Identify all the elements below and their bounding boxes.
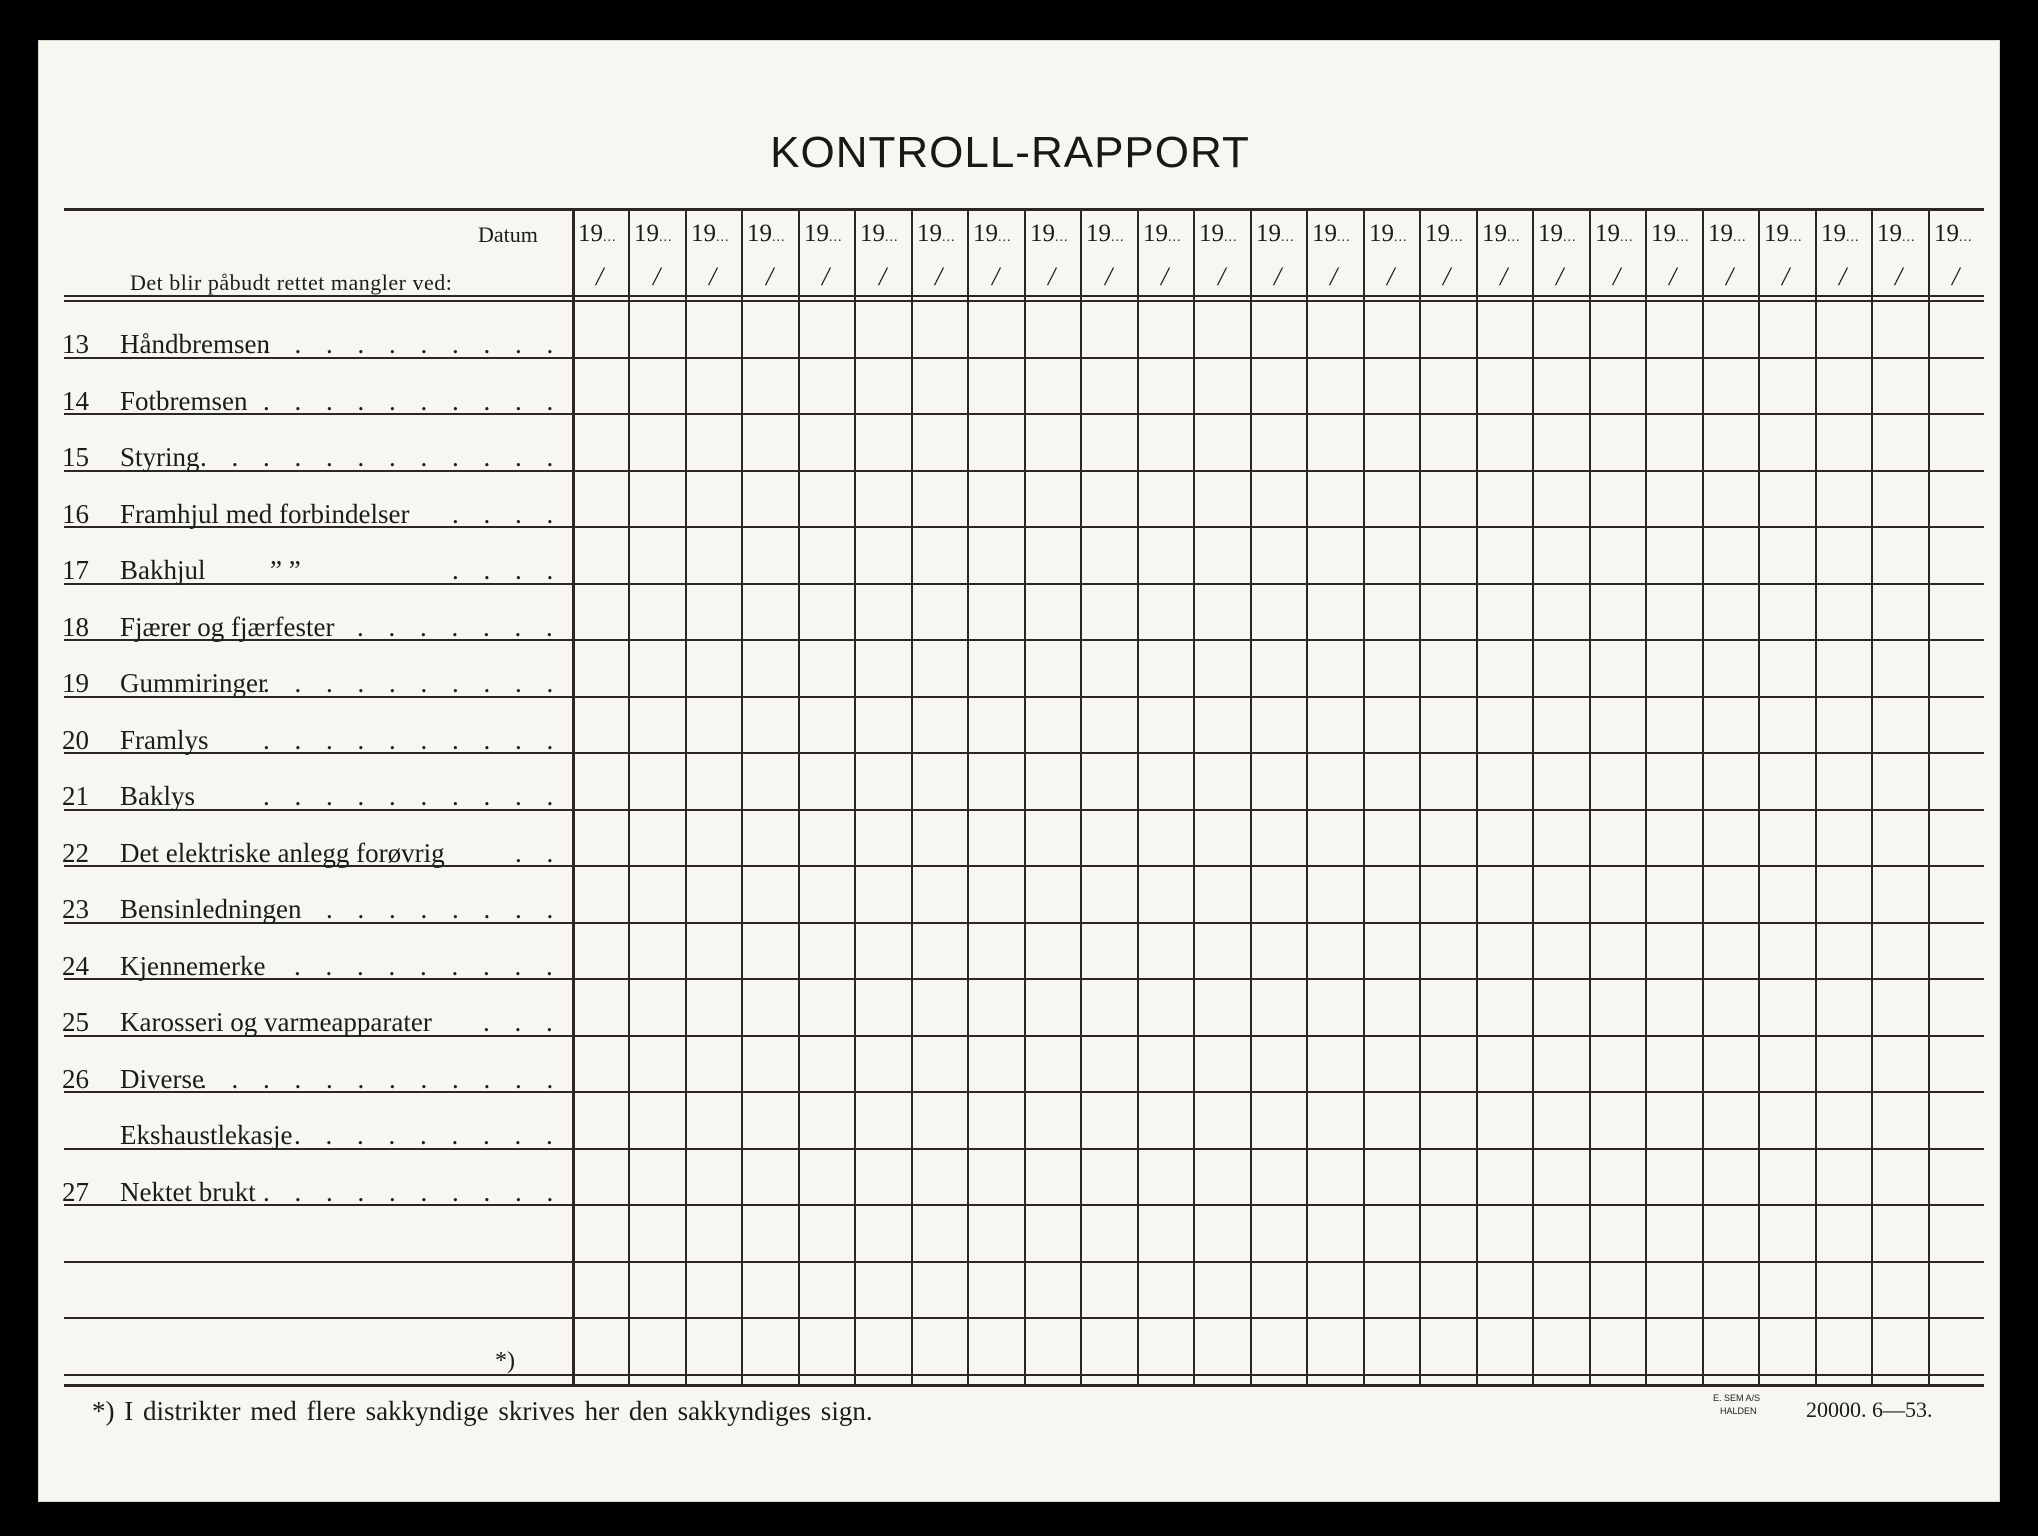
date-year-field: 19... xyxy=(634,220,673,247)
leader-dots: . . . . . . . . . . . . xyxy=(200,442,563,472)
date-slash: / xyxy=(1895,262,1903,291)
date-year-field: 19... xyxy=(1143,220,1182,247)
date-slash: / xyxy=(1161,262,1169,291)
date-year-field: 19... xyxy=(860,220,899,247)
date-year-field: 19... xyxy=(1425,220,1464,247)
item-label: Framlys xyxy=(120,725,209,755)
item-number: 14 xyxy=(62,386,89,416)
header-subtitle: Det blir påbudt rettet mangler ved: xyxy=(130,270,453,295)
item-label: Fotbremsen xyxy=(120,386,248,416)
item-number: 16 xyxy=(62,499,89,529)
date-slash: / xyxy=(1274,262,1282,291)
date-column-rule xyxy=(628,208,630,1384)
date-slash: / xyxy=(653,262,661,291)
date-column-rule xyxy=(967,208,969,1384)
date-slash: / xyxy=(1782,262,1790,291)
date-year-field: 19... xyxy=(1086,220,1125,247)
date-year-field: 19... xyxy=(578,220,617,247)
signature-mark: *) xyxy=(495,1348,515,1374)
leader-dots: . . . . . . . . . . xyxy=(263,1177,563,1207)
date-year-field: 19... xyxy=(1651,220,1690,247)
date-column-rule xyxy=(1645,208,1647,1384)
item-label: Framhjul med forbindelser xyxy=(120,499,410,529)
leader-dots: . . xyxy=(515,838,563,868)
item-number: 24 xyxy=(62,951,89,981)
item-number: 26 xyxy=(62,1064,89,1094)
leader-dots: . . . . . . . . . . . . xyxy=(200,1064,563,1094)
date-year-field: 19... xyxy=(973,220,1012,247)
date-slash: / xyxy=(1048,262,1056,291)
date-year-field: 19... xyxy=(1538,220,1577,247)
item-number: 25 xyxy=(62,1007,89,1037)
item-label: Bensinledningen xyxy=(120,894,302,924)
leader-dots: . . . . . . . . . xyxy=(294,1120,562,1150)
date-slash: / xyxy=(1105,262,1113,291)
date-column-rule xyxy=(1871,208,1873,1384)
date-column-rule xyxy=(1702,208,1704,1384)
date-column-rule xyxy=(854,208,856,1384)
item-label: Håndbremsen xyxy=(120,329,270,359)
item-label: Nektet brukt xyxy=(120,1177,256,1207)
date-column-rule xyxy=(1589,208,1591,1384)
leader-dots: . . . . . . . . . . xyxy=(263,781,563,811)
date-year-field: 19... xyxy=(1595,220,1634,247)
date-slash: / xyxy=(1218,262,1226,291)
date-year-field: 19... xyxy=(1256,220,1295,247)
item-number: 18 xyxy=(62,612,89,642)
date-slash: / xyxy=(935,262,943,291)
leader-dots: . . . . . . . . xyxy=(326,894,563,924)
bottom-rule xyxy=(64,1384,1984,1387)
item-number: 23 xyxy=(62,894,89,924)
date-column-rule xyxy=(1815,208,1817,1384)
date-column-rule xyxy=(1306,208,1308,1384)
date-year-field: 19... xyxy=(1877,220,1916,247)
item-label: Baklys xyxy=(120,781,196,811)
item-label: Kjennemerke xyxy=(120,951,266,981)
date-slash: / xyxy=(1387,262,1395,291)
leader-dots: . . . . xyxy=(452,555,563,585)
date-slash: / xyxy=(766,262,774,291)
date-slash: / xyxy=(822,262,830,291)
date-column-rule xyxy=(911,208,913,1384)
date-slash: / xyxy=(1839,262,1847,291)
item-label: Fjærer og fjærfester xyxy=(120,612,335,642)
date-slash: / xyxy=(709,262,717,291)
item-label: Diverse xyxy=(120,1064,204,1094)
item-label: Karosseri og varmeapparater xyxy=(120,1007,432,1037)
date-year-field: 19... xyxy=(1764,220,1803,247)
date-slash: / xyxy=(1952,262,1960,291)
date-column-rule xyxy=(1532,208,1534,1384)
leader-dots: . . . . . . . . . xyxy=(294,951,562,981)
leader-dots: . . . . xyxy=(452,499,563,529)
item-label: Ekshaustlekasje xyxy=(120,1120,293,1150)
date-slash: / xyxy=(1330,262,1338,291)
leader-dots: . . . . . . . . . . xyxy=(263,329,563,359)
date-year-field: 19... xyxy=(1708,220,1747,247)
date-column-rule xyxy=(1363,208,1365,1384)
footnote: *) I distrikter med flere sakkyndige skrives her den sakkyndiges sign. xyxy=(92,1396,873,1426)
item-number: 19 xyxy=(62,668,89,698)
item-number: 17 xyxy=(62,555,89,585)
item-number: 27 xyxy=(62,1177,89,1207)
date-slash: / xyxy=(1556,262,1564,291)
label-divider xyxy=(572,208,575,1384)
form-title: KONTROLL-RAPPORT xyxy=(770,128,1250,177)
leader-dots: . . . . . . . . . . xyxy=(263,386,563,416)
date-year-field: 19... xyxy=(1030,220,1069,247)
date-slash: / xyxy=(1726,262,1734,291)
item-label: Bakhjul xyxy=(120,555,206,585)
item-number: 15 xyxy=(62,442,89,472)
date-column-rule xyxy=(1024,208,1026,1384)
leader-dots: . . . xyxy=(483,1007,562,1037)
date-column-rule xyxy=(1928,208,1930,1384)
date-column-rule xyxy=(1137,208,1139,1384)
item-label: Det elektriske anlegg forøvrig xyxy=(120,838,445,868)
date-slash: / xyxy=(1500,262,1508,291)
item-number: 22 xyxy=(62,838,89,868)
item-label: Styring xyxy=(120,442,200,472)
item-label: Gummiringer xyxy=(120,668,267,698)
item-number: 20 xyxy=(62,725,89,755)
date-year-field: 19... xyxy=(1934,220,1973,247)
date-slash: / xyxy=(596,262,604,291)
item-number: 13 xyxy=(62,329,89,359)
date-slash: / xyxy=(879,262,887,291)
item-number: 21 xyxy=(62,781,89,811)
date-year-field: 19... xyxy=(691,220,730,247)
date-year-field: 19... xyxy=(1199,220,1238,247)
date-column-rule xyxy=(1419,208,1421,1384)
print-run: 20000. 6—53. xyxy=(1806,1397,1933,1422)
date-year-field: 19... xyxy=(1482,220,1521,247)
date-column-rule xyxy=(1476,208,1478,1384)
date-slash: / xyxy=(1613,262,1621,291)
date-year-field: 19... xyxy=(917,220,956,247)
date-year-field: 19... xyxy=(1312,220,1351,247)
ditto-marks: ” ” xyxy=(270,555,301,585)
date-slash: / xyxy=(1443,262,1451,291)
date-column-rule xyxy=(685,208,687,1384)
date-year-field: 19... xyxy=(747,220,786,247)
date-slash: / xyxy=(1669,262,1677,291)
date-column-rule xyxy=(1080,208,1082,1384)
report-card xyxy=(38,40,2000,1502)
date-column-rule xyxy=(1193,208,1195,1384)
leader-dots: . . . . . . . xyxy=(357,612,562,642)
date-year-field: 19... xyxy=(1369,220,1408,247)
date-slash: / xyxy=(992,262,1000,291)
leader-dots: . . . . . . . . . . xyxy=(263,725,563,755)
printer-name: E. SEM A/S xyxy=(1713,1393,1761,1403)
date-column-rule xyxy=(798,208,800,1384)
leader-dots: . . . . . . . . . . xyxy=(263,668,563,698)
printer-city: HALDEN xyxy=(1720,1406,1757,1416)
date-column-rule xyxy=(1758,208,1760,1384)
date-column-rule xyxy=(741,208,743,1384)
datum-label: Datum xyxy=(478,222,538,247)
date-column-rule xyxy=(1250,208,1252,1384)
date-year-field: 19... xyxy=(1821,220,1860,247)
date-year-field: 19... xyxy=(804,220,843,247)
